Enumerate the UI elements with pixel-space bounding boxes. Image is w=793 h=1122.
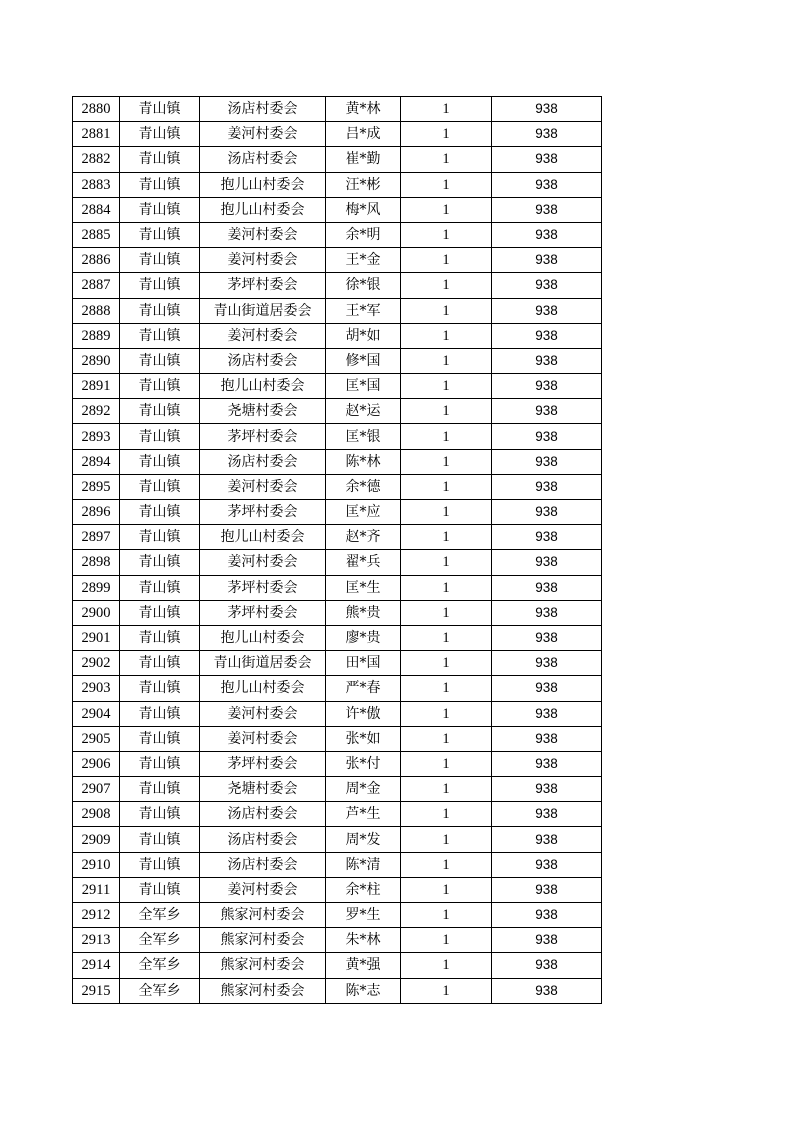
table-row	[73, 600, 602, 625]
serial-number-cell: 2910	[73, 852, 120, 877]
amount-cell: 938	[492, 676, 602, 701]
serial-number-cell: 2911	[73, 877, 120, 902]
township-cell: 青山镇	[120, 122, 200, 147]
village-committee-cell: 姜河村委会	[200, 222, 326, 247]
count-cell: 1	[401, 474, 492, 499]
count-cell: 1	[401, 172, 492, 197]
serial-number-cell: 2894	[73, 449, 120, 474]
township-cell: 全军乡	[120, 928, 200, 953]
table-row	[73, 575, 602, 600]
village-committee-cell: 熊家河村委会	[200, 978, 326, 1003]
table-row	[73, 978, 602, 1003]
count-cell: 1	[401, 625, 492, 650]
village-committee-cell: 抱儿山村委会	[200, 172, 326, 197]
table-row	[73, 827, 602, 852]
table-row	[73, 122, 602, 147]
count-cell: 1	[401, 726, 492, 751]
serial-number-cell: 2880	[73, 97, 120, 122]
township-cell: 青山镇	[120, 348, 200, 373]
township-cell: 青山镇	[120, 449, 200, 474]
serial-number-cell: 2915	[73, 978, 120, 1003]
amount-cell: 938	[492, 348, 602, 373]
serial-number-cell: 2885	[73, 222, 120, 247]
village-committee-cell: 汤店村委会	[200, 348, 326, 373]
amount-cell: 938	[492, 802, 602, 827]
name-cell: 王*军	[326, 298, 401, 323]
table-row	[73, 273, 602, 298]
table-row	[73, 348, 602, 373]
village-committee-cell: 姜河村委会	[200, 726, 326, 751]
township-cell: 青山镇	[120, 399, 200, 424]
township-cell: 青山镇	[120, 877, 200, 902]
amount-cell: 938	[492, 701, 602, 726]
serial-number-cell: 2889	[73, 323, 120, 348]
count-cell: 1	[401, 777, 492, 802]
township-cell: 全军乡	[120, 953, 200, 978]
village-committee-cell: 汤店村委会	[200, 147, 326, 172]
village-committee-cell: 汤店村委会	[200, 802, 326, 827]
count-cell: 1	[401, 600, 492, 625]
village-committee-cell: 姜河村委会	[200, 550, 326, 575]
serial-number-cell: 2884	[73, 197, 120, 222]
count-cell: 1	[401, 273, 492, 298]
amount-cell: 938	[492, 474, 602, 499]
serial-number-cell: 2893	[73, 424, 120, 449]
township-cell: 青山镇	[120, 701, 200, 726]
name-cell: 崔*勤	[326, 147, 401, 172]
village-committee-cell: 茅坪村委会	[200, 751, 326, 776]
name-cell: 赵*齐	[326, 525, 401, 550]
count-cell: 1	[401, 827, 492, 852]
table-row	[73, 701, 602, 726]
village-committee-cell: 青山街道居委会	[200, 298, 326, 323]
name-cell: 王*金	[326, 248, 401, 273]
amount-cell: 938	[492, 222, 602, 247]
name-cell: 翟*兵	[326, 550, 401, 575]
count-cell: 1	[401, 348, 492, 373]
village-committee-cell: 姜河村委会	[200, 877, 326, 902]
data-table	[72, 96, 602, 1004]
table-row	[73, 726, 602, 751]
village-committee-cell: 茅坪村委会	[200, 500, 326, 525]
township-cell: 青山镇	[120, 525, 200, 550]
name-cell: 匡*生	[326, 575, 401, 600]
village-committee-cell: 姜河村委会	[200, 248, 326, 273]
serial-number-cell: 2898	[73, 550, 120, 575]
table-body	[73, 97, 602, 1004]
count-cell: 1	[401, 852, 492, 877]
serial-number-cell: 2909	[73, 827, 120, 852]
name-cell: 芦*生	[326, 802, 401, 827]
village-committee-cell: 姜河村委会	[200, 122, 326, 147]
amount-cell: 938	[492, 726, 602, 751]
count-cell: 1	[401, 500, 492, 525]
amount-cell: 938	[492, 953, 602, 978]
serial-number-cell: 2896	[73, 500, 120, 525]
amount-cell: 938	[492, 147, 602, 172]
table-row	[73, 449, 602, 474]
serial-number-cell: 2900	[73, 600, 120, 625]
amount-cell: 938	[492, 625, 602, 650]
name-cell: 吕*成	[326, 122, 401, 147]
village-committee-cell: 抱儿山村委会	[200, 197, 326, 222]
amount-cell: 938	[492, 248, 602, 273]
serial-number-cell: 2881	[73, 122, 120, 147]
name-cell: 徐*银	[326, 273, 401, 298]
table-row	[73, 802, 602, 827]
name-cell: 朱*林	[326, 928, 401, 953]
serial-number-cell: 2908	[73, 802, 120, 827]
table-row	[73, 399, 602, 424]
amount-cell: 938	[492, 777, 602, 802]
serial-number-cell: 2899	[73, 575, 120, 600]
serial-number-cell: 2895	[73, 474, 120, 499]
name-cell: 陈*清	[326, 852, 401, 877]
count-cell: 1	[401, 248, 492, 273]
count-cell: 1	[401, 374, 492, 399]
village-committee-cell: 茅坪村委会	[200, 600, 326, 625]
name-cell: 黄*林	[326, 97, 401, 122]
amount-cell: 938	[492, 827, 602, 852]
village-committee-cell: 熊家河村委会	[200, 903, 326, 928]
township-cell: 青山镇	[120, 751, 200, 776]
township-cell: 青山镇	[120, 474, 200, 499]
village-committee-cell: 姜河村委会	[200, 701, 326, 726]
table-row	[73, 676, 602, 701]
count-cell: 1	[401, 298, 492, 323]
count-cell: 1	[401, 928, 492, 953]
township-cell: 青山镇	[120, 777, 200, 802]
village-committee-cell: 汤店村委会	[200, 852, 326, 877]
township-cell: 青山镇	[120, 222, 200, 247]
township-cell: 青山镇	[120, 802, 200, 827]
count-cell: 1	[401, 323, 492, 348]
township-cell: 青山镇	[120, 424, 200, 449]
table-row	[73, 323, 602, 348]
table-row	[73, 777, 602, 802]
table-row	[73, 172, 602, 197]
table-row	[73, 525, 602, 550]
table-row	[73, 248, 602, 273]
amount-cell: 938	[492, 449, 602, 474]
serial-number-cell: 2905	[73, 726, 120, 751]
table-row	[73, 222, 602, 247]
serial-number-cell: 2888	[73, 298, 120, 323]
name-cell: 罗*生	[326, 903, 401, 928]
serial-number-cell: 2886	[73, 248, 120, 273]
amount-cell: 938	[492, 197, 602, 222]
table-row	[73, 852, 602, 877]
township-cell: 青山镇	[120, 197, 200, 222]
name-cell: 胡*如	[326, 323, 401, 348]
table-row	[73, 147, 602, 172]
name-cell: 修*国	[326, 348, 401, 373]
table-row	[73, 500, 602, 525]
serial-number-cell: 2897	[73, 525, 120, 550]
count-cell: 1	[401, 122, 492, 147]
township-cell: 青山镇	[120, 374, 200, 399]
village-committee-cell: 抱儿山村委会	[200, 625, 326, 650]
table-row	[73, 97, 602, 122]
count-cell: 1	[401, 751, 492, 776]
village-committee-cell: 茅坪村委会	[200, 424, 326, 449]
village-committee-cell: 熊家河村委会	[200, 953, 326, 978]
name-cell: 陈*林	[326, 449, 401, 474]
table-row	[73, 953, 602, 978]
serial-number-cell: 2901	[73, 625, 120, 650]
township-cell: 青山镇	[120, 172, 200, 197]
township-cell: 青山镇	[120, 273, 200, 298]
amount-cell: 938	[492, 928, 602, 953]
count-cell: 1	[401, 953, 492, 978]
table-row	[73, 903, 602, 928]
name-cell: 陈*志	[326, 978, 401, 1003]
count-cell: 1	[401, 802, 492, 827]
serial-number-cell: 2914	[73, 953, 120, 978]
township-cell: 青山镇	[120, 147, 200, 172]
count-cell: 1	[401, 903, 492, 928]
serial-number-cell: 2903	[73, 676, 120, 701]
amount-cell: 938	[492, 575, 602, 600]
name-cell: 匡*应	[326, 500, 401, 525]
table-row	[73, 298, 602, 323]
name-cell: 田*国	[326, 651, 401, 676]
table-row	[73, 877, 602, 902]
name-cell: 赵*运	[326, 399, 401, 424]
name-cell: 张*付	[326, 751, 401, 776]
amount-cell: 938	[492, 751, 602, 776]
serial-number-cell: 2907	[73, 777, 120, 802]
village-committee-cell: 姜河村委会	[200, 474, 326, 499]
serial-number-cell: 2883	[73, 172, 120, 197]
count-cell: 1	[401, 525, 492, 550]
count-cell: 1	[401, 978, 492, 1003]
village-committee-cell: 熊家河村委会	[200, 928, 326, 953]
township-cell: 青山镇	[120, 676, 200, 701]
serial-number-cell: 2913	[73, 928, 120, 953]
amount-cell: 938	[492, 97, 602, 122]
amount-cell: 938	[492, 852, 602, 877]
township-cell: 青山镇	[120, 852, 200, 877]
amount-cell: 938	[492, 323, 602, 348]
name-cell: 余*明	[326, 222, 401, 247]
serial-number-cell: 2912	[73, 903, 120, 928]
name-cell: 匡*银	[326, 424, 401, 449]
table-row	[73, 197, 602, 222]
name-cell: 匡*国	[326, 374, 401, 399]
table-row	[73, 625, 602, 650]
serial-number-cell: 2904	[73, 701, 120, 726]
village-committee-cell: 茅坪村委会	[200, 273, 326, 298]
township-cell: 青山镇	[120, 600, 200, 625]
count-cell: 1	[401, 877, 492, 902]
table-row	[73, 928, 602, 953]
township-cell: 青山镇	[120, 651, 200, 676]
amount-cell: 938	[492, 877, 602, 902]
count-cell: 1	[401, 449, 492, 474]
serial-number-cell: 2892	[73, 399, 120, 424]
name-cell: 汪*彬	[326, 172, 401, 197]
township-cell: 青山镇	[120, 298, 200, 323]
table-row	[73, 424, 602, 449]
amount-cell: 938	[492, 122, 602, 147]
township-cell: 全军乡	[120, 978, 200, 1003]
township-cell: 青山镇	[120, 248, 200, 273]
serial-number-cell: 2890	[73, 348, 120, 373]
amount-cell: 938	[492, 600, 602, 625]
amount-cell: 938	[492, 298, 602, 323]
table-row	[73, 550, 602, 575]
count-cell: 1	[401, 197, 492, 222]
count-cell: 1	[401, 424, 492, 449]
village-committee-cell: 抱儿山村委会	[200, 525, 326, 550]
name-cell: 余*柱	[326, 877, 401, 902]
village-committee-cell: 姜河村委会	[200, 323, 326, 348]
village-committee-cell: 茅坪村委会	[200, 575, 326, 600]
name-cell: 周*金	[326, 777, 401, 802]
name-cell: 许*傲	[326, 701, 401, 726]
table-row	[73, 374, 602, 399]
serial-number-cell: 2887	[73, 273, 120, 298]
village-committee-cell: 尧塘村委会	[200, 399, 326, 424]
table-row	[73, 751, 602, 776]
count-cell: 1	[401, 147, 492, 172]
village-committee-cell: 抱儿山村委会	[200, 676, 326, 701]
name-cell: 严*春	[326, 676, 401, 701]
amount-cell: 938	[492, 273, 602, 298]
name-cell: 梅*风	[326, 197, 401, 222]
village-committee-cell: 汤店村委会	[200, 827, 326, 852]
name-cell: 余*德	[326, 474, 401, 499]
serial-number-cell: 2882	[73, 147, 120, 172]
name-cell: 廖*贵	[326, 625, 401, 650]
table-row	[73, 474, 602, 499]
amount-cell: 938	[492, 978, 602, 1003]
township-cell: 青山镇	[120, 827, 200, 852]
village-committee-cell: 尧塘村委会	[200, 777, 326, 802]
count-cell: 1	[401, 676, 492, 701]
village-committee-cell: 汤店村委会	[200, 97, 326, 122]
amount-cell: 938	[492, 903, 602, 928]
serial-number-cell: 2891	[73, 374, 120, 399]
amount-cell: 938	[492, 550, 602, 575]
amount-cell: 938	[492, 424, 602, 449]
name-cell: 周*发	[326, 827, 401, 852]
serial-number-cell: 2906	[73, 751, 120, 776]
name-cell: 张*如	[326, 726, 401, 751]
township-cell: 青山镇	[120, 97, 200, 122]
amount-cell: 938	[492, 172, 602, 197]
township-cell: 全军乡	[120, 903, 200, 928]
count-cell: 1	[401, 550, 492, 575]
township-cell: 青山镇	[120, 550, 200, 575]
village-committee-cell: 青山街道居委会	[200, 651, 326, 676]
table-row	[73, 651, 602, 676]
amount-cell: 938	[492, 374, 602, 399]
amount-cell: 938	[492, 399, 602, 424]
village-committee-cell: 汤店村委会	[200, 449, 326, 474]
count-cell: 1	[401, 399, 492, 424]
amount-cell: 938	[492, 500, 602, 525]
serial-number-cell: 2902	[73, 651, 120, 676]
name-cell: 黄*强	[326, 953, 401, 978]
count-cell: 1	[401, 651, 492, 676]
count-cell: 1	[401, 575, 492, 600]
count-cell: 1	[401, 701, 492, 726]
township-cell: 青山镇	[120, 726, 200, 751]
count-cell: 1	[401, 97, 492, 122]
name-cell: 熊*贵	[326, 600, 401, 625]
township-cell: 青山镇	[120, 575, 200, 600]
township-cell: 青山镇	[120, 323, 200, 348]
village-committee-cell: 抱儿山村委会	[200, 374, 326, 399]
township-cell: 青山镇	[120, 500, 200, 525]
township-cell: 青山镇	[120, 625, 200, 650]
count-cell: 1	[401, 222, 492, 247]
amount-cell: 938	[492, 651, 602, 676]
amount-cell: 938	[492, 525, 602, 550]
